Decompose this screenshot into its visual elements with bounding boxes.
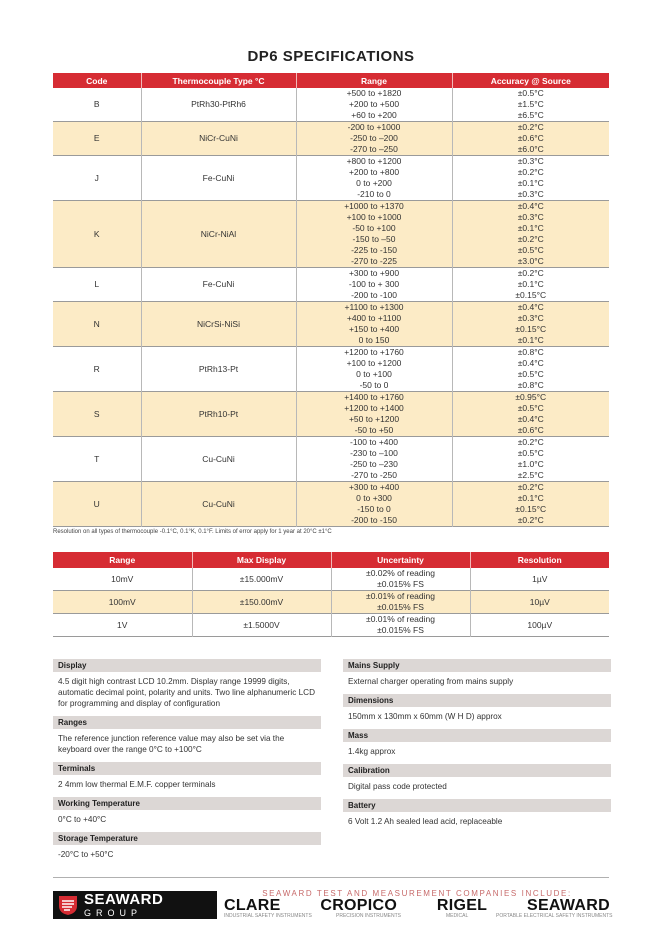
- specifications-right-column: [343, 659, 611, 834]
- spec-heading: Mass: [343, 729, 611, 742]
- accuracy-cell: [452, 201, 609, 268]
- thermocouple-type-cell: NiCrSi-NiSi: [141, 302, 296, 347]
- range-value: -100 to +400: [350, 437, 398, 447]
- column-header-uncertainty: Uncertainty: [331, 552, 470, 568]
- spec-text: 2 4mm low thermal E.M.F. copper terminals: [58, 780, 216, 789]
- spec-heading: Ranges: [53, 716, 321, 729]
- range-value: +1200 to +1760: [344, 347, 404, 357]
- range-value: -270 to -225: [351, 256, 397, 266]
- company-tagline: PRECISION INSTRUMENTS: [336, 913, 402, 919]
- spec-block: [53, 659, 321, 716]
- range-value: +1100 to +1300: [344, 302, 404, 312]
- spec-text: The reference junction reference value may also be set via the keyboard over the range 0°C to +100°C: [58, 734, 285, 754]
- voltage-row: [53, 614, 609, 637]
- logo-subtitle: GROUP: [84, 907, 143, 918]
- accuracy-value: ±0.5°C: [517, 245, 544, 255]
- accuracy-cell: [452, 347, 609, 392]
- max-display-cell: ±15.000mV: [192, 568, 331, 591]
- accuracy-value: ±0.4°C: [517, 302, 544, 312]
- range-cell: [296, 347, 452, 392]
- thermocouple-row: [53, 88, 609, 122]
- spec-heading: Working Temperature: [53, 797, 321, 810]
- column-header-range: Range: [53, 552, 192, 568]
- spec-block: [53, 762, 321, 797]
- code-cell: T: [94, 453, 100, 464]
- range-value: -200 to -150: [351, 515, 397, 525]
- accuracy-value: ±0.5°C: [517, 448, 544, 458]
- accuracy-value: ±0.15°C: [515, 290, 547, 300]
- company-name: CROPICO: [320, 897, 398, 914]
- uncertainty-value: ±0.015% FS: [377, 625, 424, 635]
- range-cell: [296, 437, 452, 482]
- thermocouple-row: [53, 268, 609, 302]
- accuracy-value: ±2.5°C: [517, 470, 544, 480]
- accuracy-value: ±0.3°C: [517, 156, 544, 166]
- voltage-row: [53, 591, 609, 614]
- range-value: -50 to 0: [359, 380, 389, 390]
- uncertainty-cell: [331, 591, 470, 614]
- accuracy-cell: [452, 156, 609, 201]
- column-header-range: Range: [296, 73, 452, 88]
- range-value: +60 to +200: [351, 110, 397, 120]
- range-cell: 1V: [117, 619, 128, 630]
- spec-text: 1.4kg approx: [348, 747, 396, 756]
- range-value: -150 to 0: [357, 504, 391, 514]
- accuracy-value: ±0.15°C: [515, 504, 547, 514]
- uncertainty-cell: [331, 614, 470, 637]
- accuracy-value: ±6.5°C: [517, 110, 544, 120]
- accuracy-value: ±0.6°C: [517, 425, 544, 435]
- code-cell: J: [94, 172, 99, 183]
- specifications-left-column: [53, 659, 321, 867]
- column-header-thermocouple-type: Thermocouple Type °C: [141, 73, 296, 88]
- voltage-row: [53, 568, 609, 591]
- spec-heading: Mains Supply: [343, 659, 611, 672]
- range-value: +150 to +400: [348, 324, 400, 334]
- accuracy-cell: [452, 437, 609, 482]
- range-cell: [296, 201, 452, 268]
- range-value: 0 to 150: [358, 335, 390, 345]
- column-header-resolution: Resolution: [470, 552, 609, 568]
- range-value: 0 to +200: [356, 178, 392, 188]
- footer-divider: [53, 877, 609, 878]
- accuracy-value: ±0.5°C: [517, 403, 544, 413]
- accuracy-value: ±3.0°C: [517, 256, 544, 266]
- uncertainty-value: ±0.015% FS: [377, 579, 424, 589]
- accuracy-value: ±0.2°C: [517, 482, 544, 492]
- accuracy-cell: [452, 392, 609, 437]
- range-value: -210 to 0: [357, 189, 391, 199]
- logo-wordmark: SEAWARD: [84, 890, 164, 908]
- thermocouple-type-cell: Fe-CuNi: [141, 156, 296, 201]
- code-cell: L: [94, 279, 100, 289]
- accuracy-value: ±1.0°C: [517, 459, 544, 469]
- uncertainty-value: ±0.015% FS: [377, 602, 424, 612]
- range-value: +50 to +1200: [348, 414, 400, 424]
- uncertainty-value: ±0.01% of reading: [366, 614, 435, 624]
- voltage-range-table: [53, 552, 609, 637]
- range-cell: [296, 302, 452, 347]
- spec-block: [343, 764, 611, 799]
- range-value: -50 to +50: [354, 425, 394, 435]
- seaward-shield-icon: [57, 894, 79, 916]
- range-value: -270 to –250: [350, 144, 398, 154]
- accuracy-value: ±0.2°C: [517, 437, 544, 447]
- seaward-group-logo: [53, 891, 217, 919]
- range-value: +100 to +1200: [346, 358, 402, 368]
- uncertainty-value: ±0.01% of reading: [366, 591, 435, 601]
- thermocouple-type-cell: Fe-CuNi: [141, 268, 296, 302]
- accuracy-value: ±0.2°C: [517, 234, 544, 244]
- code-cell: E: [93, 133, 100, 143]
- range-value: -230 to –100: [350, 448, 398, 458]
- max-display-cell: ±1.5000V: [192, 614, 331, 637]
- range-value: +1000 to +1370: [344, 201, 404, 211]
- accuracy-value: ±1.5°C: [517, 99, 544, 109]
- thermocouple-type-cell: Cu-CuNi: [141, 437, 296, 482]
- thermocouple-table: [53, 73, 609, 527]
- spec-text: 4.5 digit high contrast LCD 10.2mm. Display range 19999 digits, automatic decimal point, polarity and units. Two line alphanumeric LCD for programming and display of configuration: [58, 677, 315, 708]
- accuracy-value: ±0.5°C: [517, 369, 544, 379]
- accuracy-value: ±0.1°C: [517, 279, 544, 289]
- thermocouple-row: [53, 122, 609, 156]
- voltage-table-header: [53, 552, 609, 568]
- company-tagline: INDUSTRIAL SAFETY INSTRUMENTS: [224, 913, 312, 919]
- range-cell: [296, 482, 452, 527]
- range-cell: [296, 156, 452, 201]
- thermocouple-row: [53, 437, 609, 482]
- accuracy-value: ±0.2°C: [517, 167, 544, 177]
- thermocouple-row: [53, 347, 609, 392]
- spec-block: [53, 832, 321, 867]
- spec-block: [343, 799, 611, 834]
- accuracy-cell: [452, 302, 609, 347]
- range-value: +100 to +1000: [346, 212, 402, 222]
- thermocouple-row: [53, 392, 609, 437]
- thermocouple-type-cell: PtRh10-Pt: [141, 392, 296, 437]
- accuracy-value: ±0.4°C: [517, 414, 544, 424]
- spec-text: 6 Volt 1.2 Ah sealed lead acid, replaceable: [348, 817, 503, 826]
- company-tagline: MEDICAL: [446, 913, 469, 919]
- column-header-accuracy: Accuracy @ Source: [452, 73, 609, 88]
- spec-heading: Display: [53, 659, 321, 672]
- companies-heading: SEAWARD TEST AND MEASUREMENT COMPANIES INCLUDE:: [262, 889, 572, 898]
- thermocouple-row: [53, 302, 609, 347]
- accuracy-value: ±0.5°C: [517, 88, 544, 98]
- thermocouple-type-cell: NiCr-NiAl: [141, 201, 296, 268]
- accuracy-value: ±0.4°C: [517, 358, 544, 368]
- thermocouple-type-cell: Cu-CuNi: [141, 482, 296, 527]
- accuracy-value: ±0.3°C: [517, 212, 544, 222]
- uncertainty-value: ±0.02% of reading: [366, 568, 435, 578]
- spec-text: -20°C to +50°C: [58, 850, 114, 859]
- spec-text: Digital pass code protected: [348, 782, 447, 791]
- thermocouple-row: [53, 201, 609, 268]
- thermocouple-table-header: [53, 73, 609, 88]
- accuracy-value: ±0.2°C: [517, 268, 544, 278]
- max-display-cell: ±150.00mV: [192, 591, 331, 614]
- company-name: SEAWARD: [526, 897, 610, 914]
- accuracy-value: ±0.15°C: [515, 324, 547, 334]
- accuracy-cell: [452, 122, 609, 156]
- spec-text: 150mm x 130mm x 60mm (W H D) approx: [348, 712, 502, 721]
- range-value: -270 to -250: [351, 470, 397, 480]
- spec-block: [343, 694, 611, 729]
- range-value: -200 to +1000: [347, 122, 401, 132]
- spec-block: [53, 716, 321, 762]
- range-cell: [296, 268, 452, 302]
- accuracy-value: ±0.8°C: [517, 380, 544, 390]
- resolution-cell: 10µV: [470, 591, 609, 614]
- uncertainty-cell: [331, 568, 470, 591]
- company-name: RIGEL: [436, 897, 488, 914]
- range-value: +1400 to +1760: [344, 392, 404, 402]
- range-value: -100 to + 300: [348, 279, 400, 289]
- accuracy-value: ±0.2°C: [517, 515, 544, 525]
- thermocouple-row: [53, 482, 609, 527]
- company-tagline: PORTABLE ELECTRICAL SAFETY INSTRUMENTS: [496, 913, 613, 919]
- accuracy-cell: [452, 88, 609, 122]
- code-cell: R: [93, 363, 100, 374]
- range-cell: [296, 122, 452, 156]
- range-value: +500 to +1820: [346, 88, 402, 98]
- code-cell: U: [93, 498, 100, 509]
- accuracy-cell: [452, 268, 609, 302]
- range-cell: 100mV: [108, 596, 136, 607]
- range-value: +200 to +500: [348, 99, 400, 109]
- thermocouple-type-cell: PtRh30-PtRh6: [141, 88, 296, 122]
- accuracy-value: ±0.3°C: [517, 189, 544, 199]
- accuracy-value: ±0.95°C: [515, 392, 547, 402]
- spec-heading: Terminals: [53, 762, 321, 775]
- range-value: 0 to +100: [356, 369, 392, 379]
- range-value: +400 to +1100: [346, 313, 402, 323]
- spec-heading: Calibration: [343, 764, 611, 777]
- range-cell: 10mV: [111, 573, 134, 584]
- accuracy-cell: [452, 482, 609, 527]
- spec-heading: Dimensions: [343, 694, 611, 707]
- range-value: 0 to +300: [356, 493, 392, 503]
- page-title: DP6 SPECIFICATIONS: [247, 48, 415, 65]
- accuracy-value: ±0.1°C: [517, 223, 544, 233]
- range-value: -50 to +100: [352, 223, 396, 233]
- thermocouple-row: [53, 156, 609, 201]
- range-value: -250 to –230: [350, 459, 398, 469]
- range-value: +300 to +400: [348, 482, 400, 492]
- accuracy-value: ±0.4°C: [517, 201, 544, 211]
- accuracy-value: ±0.1°C: [517, 178, 544, 188]
- spec-heading: Storage Temperature: [53, 832, 321, 845]
- range-cell: [296, 88, 452, 122]
- range-value: -200 to -100: [351, 290, 397, 300]
- spec-heading: Battery: [343, 799, 611, 812]
- range-cell: [296, 392, 452, 437]
- thermocouple-type-cell: NiCr-CuNi: [141, 122, 296, 156]
- spec-text: 0°C to +40°C: [58, 815, 107, 824]
- range-value: +1200 to +1400: [344, 403, 404, 413]
- code-cell: K: [93, 228, 100, 239]
- range-value: -225 to -150: [351, 245, 397, 255]
- code-cell: N: [93, 318, 100, 329]
- code-cell: S: [93, 408, 100, 419]
- accuracy-value: ±0.1°C: [517, 335, 544, 345]
- spec-block: [343, 729, 611, 764]
- range-value: +200 to +800: [348, 167, 400, 177]
- accuracy-value: ±6.0°C: [517, 144, 544, 154]
- accuracy-value: ±0.1°C: [517, 493, 544, 503]
- range-value: -250 to –200: [350, 133, 398, 143]
- spec-text: External charger operating from mains supply: [348, 677, 514, 686]
- column-header-max-display: Max Display: [192, 552, 331, 568]
- range-value: -150 to –50: [352, 234, 396, 244]
- range-value: +300 to +900: [348, 268, 400, 278]
- resolution-cell: 1µV: [470, 568, 609, 591]
- resolution-cell: 100µV: [470, 614, 609, 637]
- spec-block: [343, 659, 611, 694]
- range-value: +800 to +1200: [346, 156, 402, 166]
- spec-block: [53, 797, 321, 832]
- thermocouple-type-cell: PtRh13-Pt: [141, 347, 296, 392]
- accuracy-value: ±0.3°C: [517, 313, 544, 323]
- accuracy-value: ±0.8°C: [517, 347, 544, 357]
- code-cell: B: [93, 99, 100, 109]
- resolution-footnote: Resolution on all types of thermocouple -0.1°C, 0.1°K, 0.1°F. Limits of error apply for 1 year at 20°C ±1°C: [53, 529, 332, 535]
- column-header-code: Code: [53, 73, 141, 88]
- accuracy-value: ±0.2°C: [517, 122, 544, 132]
- accuracy-value: ±0.6°C: [517, 133, 544, 143]
- company-name: CLARE: [224, 897, 281, 914]
